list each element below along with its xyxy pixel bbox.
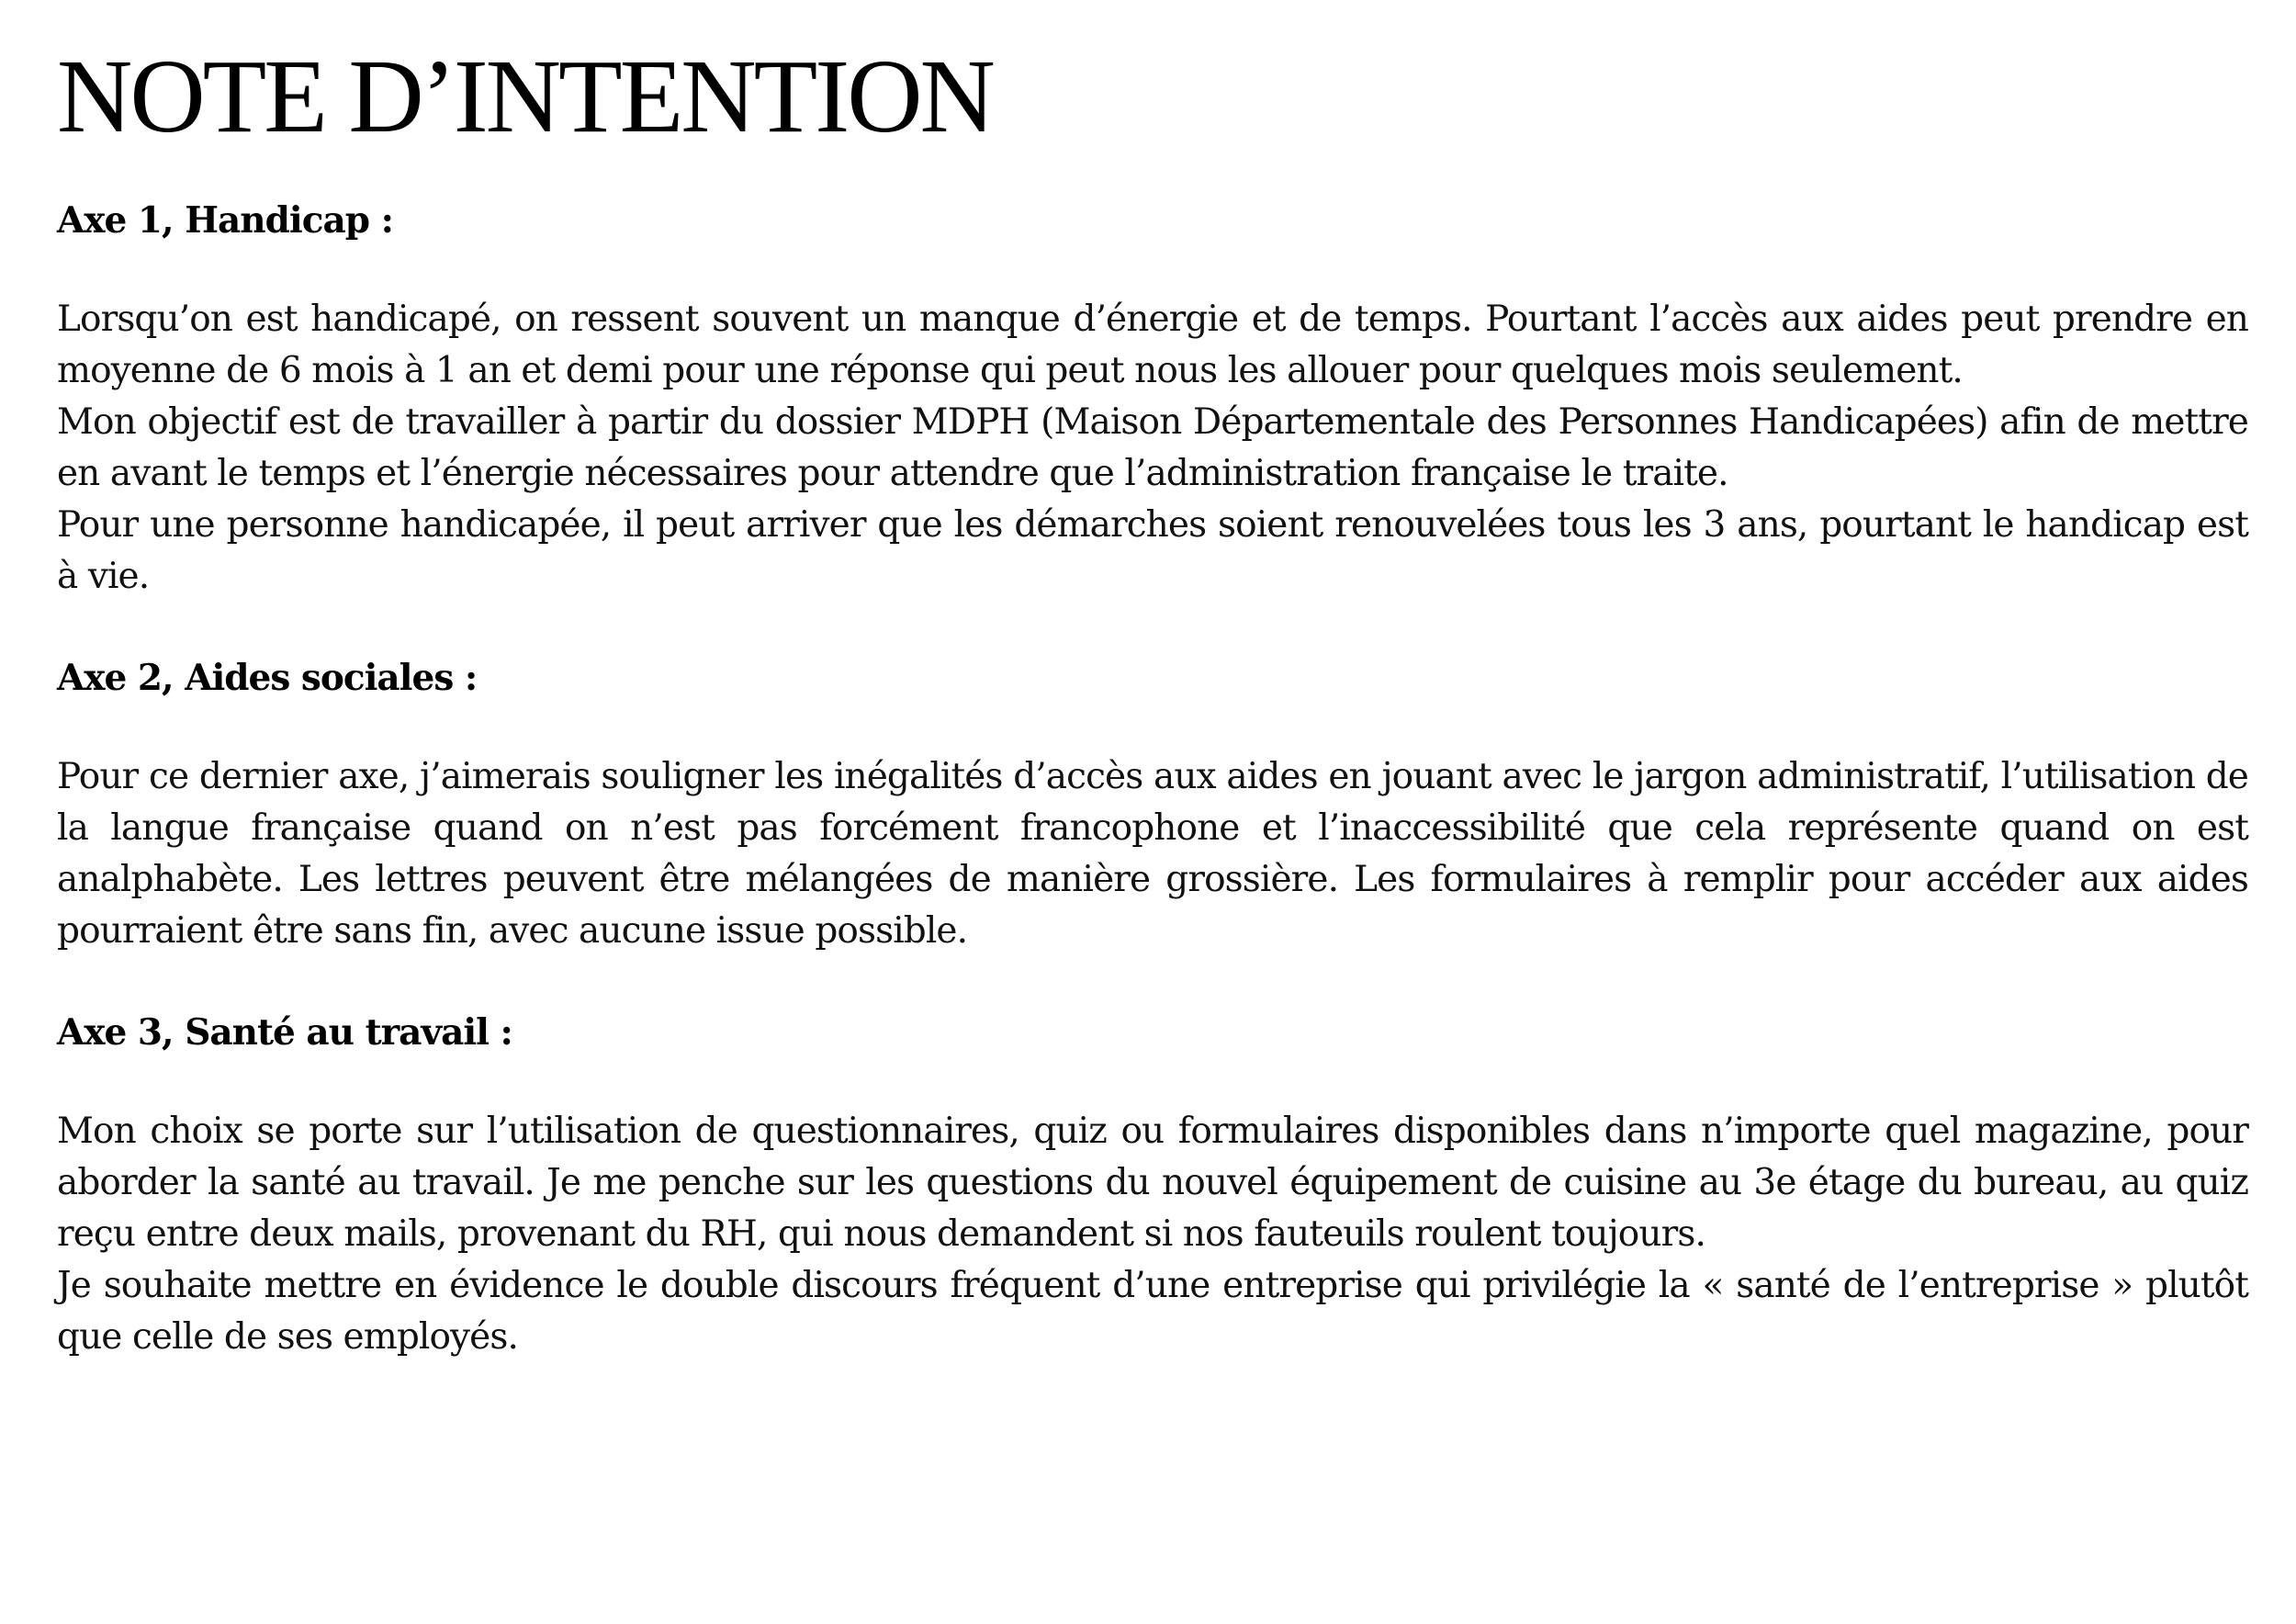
section-sante-au-travail [57,1007,2248,1363]
section-body [57,1106,2248,1363]
section-heading: Axe 2, Aides sociales : [57,657,478,699]
paragraph: Mon objectif est de travailler à partir du dossier MDPH (Maison Départementale des Personnes Handicapées) afin de mettre en avant le temps et l’énergie nécessaires pour attendre que l’administration française le traite. [57,401,2248,494]
document-title: NOTE D’INTENTION [57,38,993,154]
section-aides-sociales [57,652,2248,957]
section-body [57,751,2248,957]
paragraph: Je souhaite mettre en évidence le double discours fréquent d’une entreprise qui privilégie la « santé de l’entreprise » plutôt que celle de ses employés. [57,1265,2248,1358]
document-page [57,37,2248,1363]
section-heading: Axe 1, Handicap : [57,199,394,242]
paragraph: Mon choix se porte sur l’utilisation de questionnaires, quiz ou formulaires disponibles dans n’importe quel magazine, pour aborder la santé au travail. Je me penche sur les questions du nouvel équipement de cuisine au 3e étage du bureau, au quiz reçu entre deux mails, provenant du RH, qui nous demandent si nos fauteuils roulent toujours. [57,1111,2248,1255]
paragraph: Pour une personne handicapée, il peut arriver que les démarches soient renouvelées tous les 3 ans, pourtant le handicap est à vie. [57,504,2248,597]
section-heading: Axe 3, Santé au travail : [57,1011,512,1054]
section-body [57,294,2248,603]
paragraph: Lorsqu’on est handicapé, on ressent souvent un manque d’énergie et de temps. Pourtant l’accès aux aides peut prendre en moyenne de 6 mois à 1 an et demi pour une réponse qui peut nous les allouer pour quelques mois seulement. [57,299,2248,391]
section-handicap [57,195,2248,603]
paragraph: Pour ce dernier axe, j’aimerais souligner les inégalités d’accès aux aides en jouant avec le jargon administratif, l’utilisation de la langue française quand on n’est pas forcément francophone et l’inaccessibilité que cela représente quand on est analphabète. Les lettres peuvent être mélangées de manière grossière. Les formulaires à remplir pour accéder aux aides pourraient être sans fin, avec aucune issue possible. [57,756,2248,952]
